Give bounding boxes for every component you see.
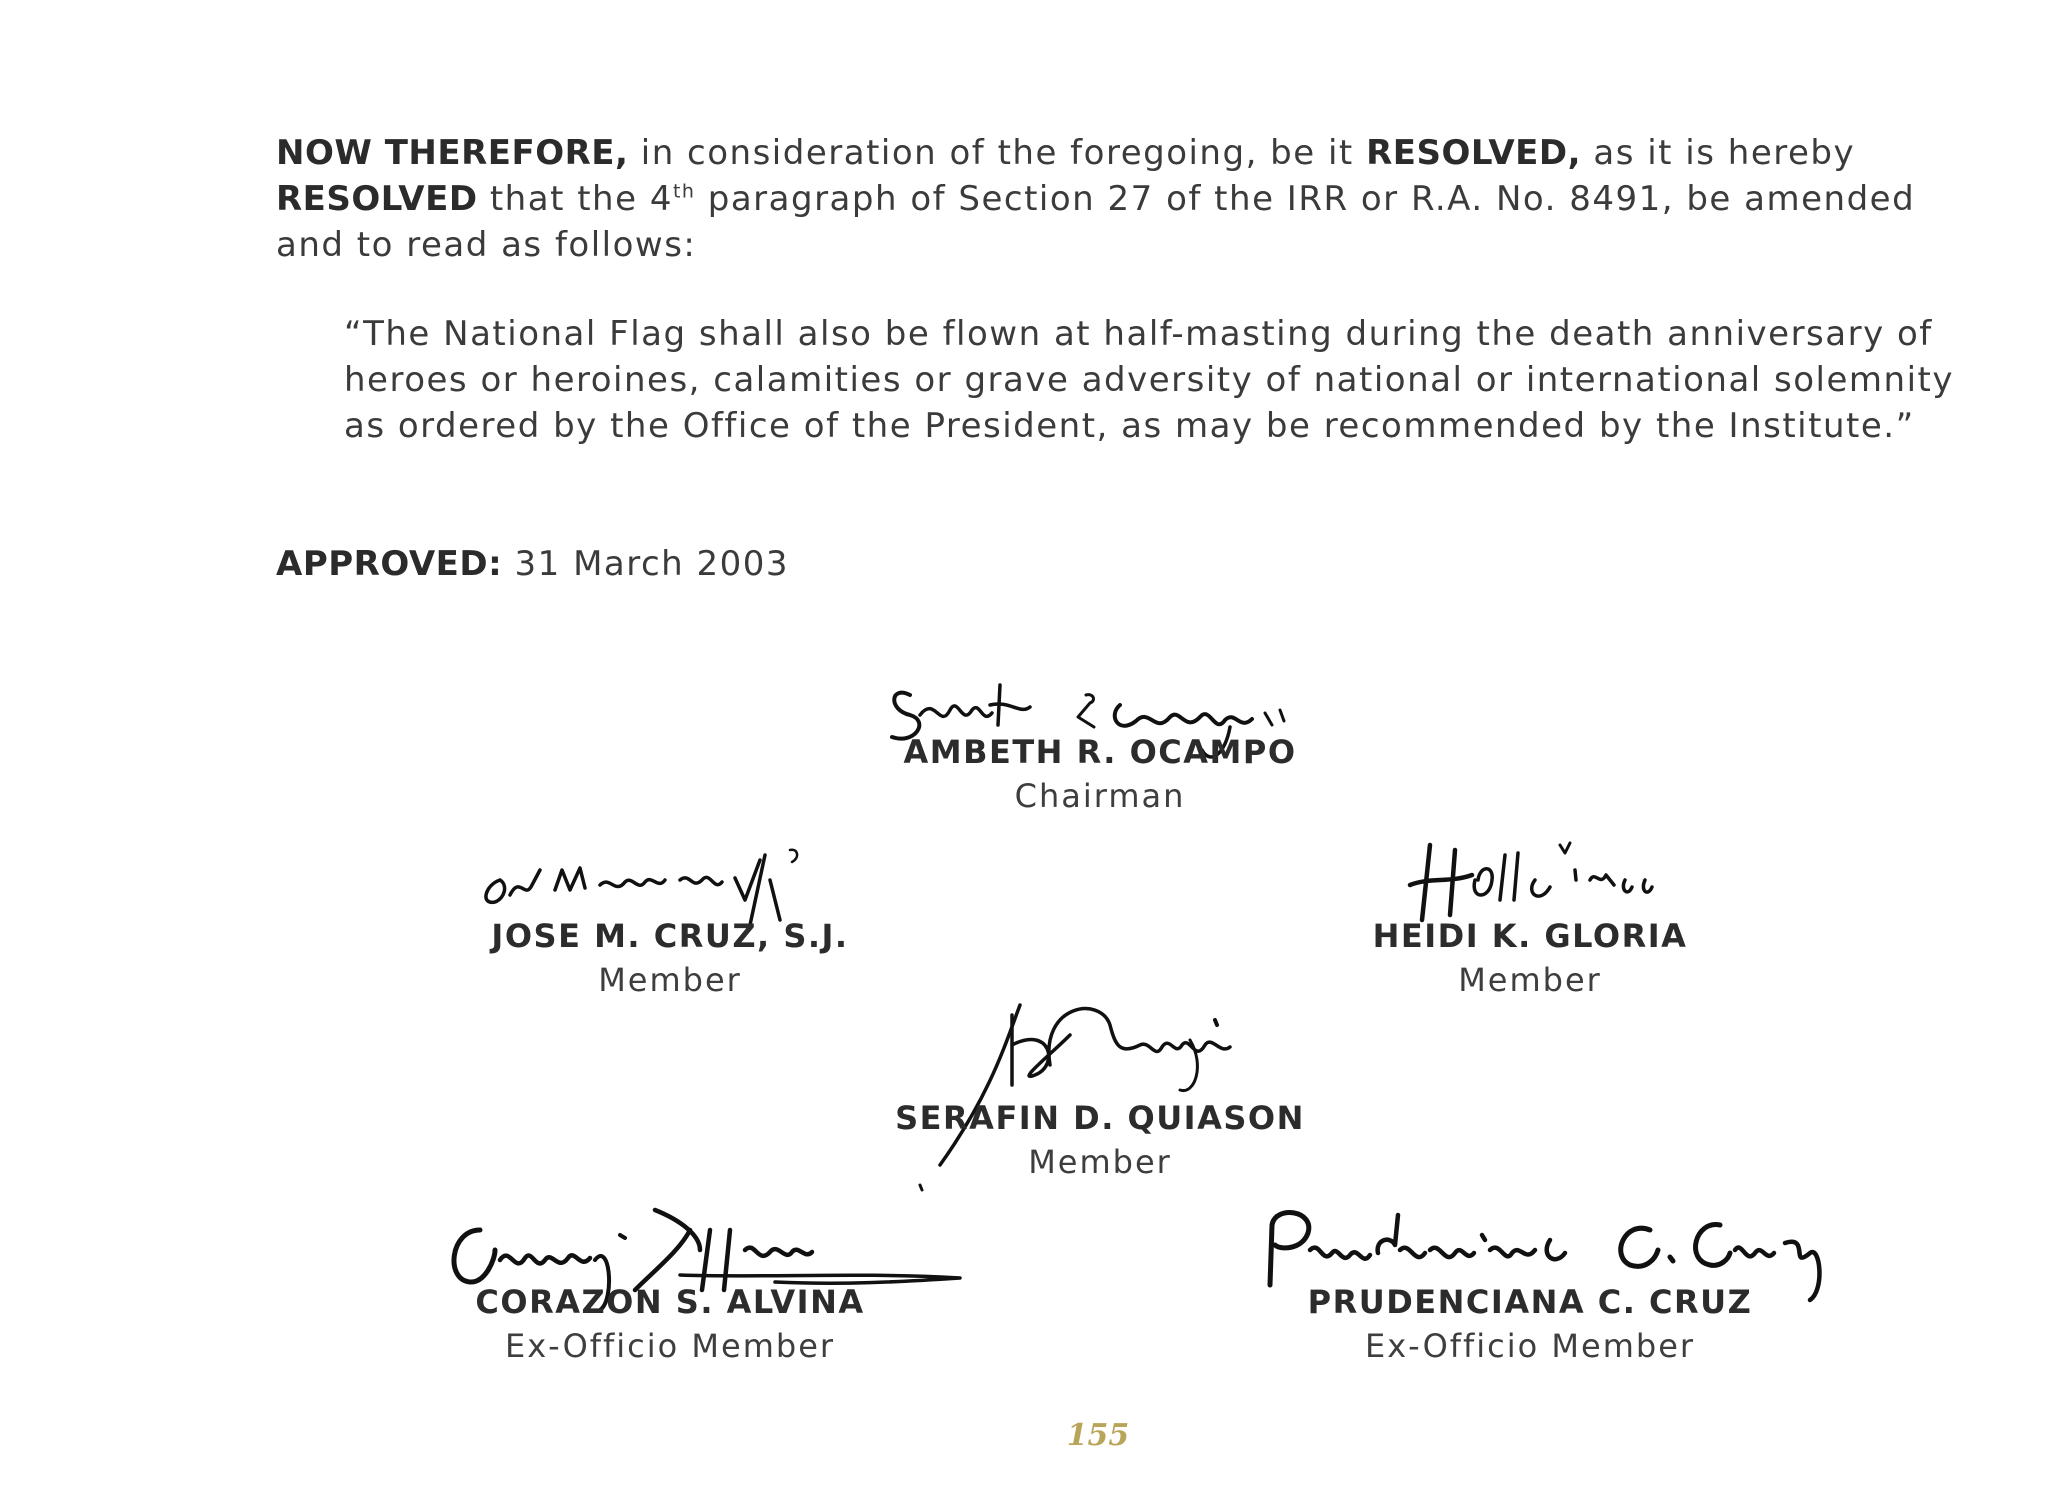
signatory-jose-cruz [370, 914, 970, 1002]
resolution-text-1: in consideration of the foregoing, be it [628, 133, 1367, 173]
signatory-name: CORAZON S. ALVINA [475, 1283, 865, 1321]
amended-quote: “The National Flag shall also be flown at half-masting during the death anniversary of heroes or heroines, calamities or grave adversity of national or international solemnity as ordered by the Office of the President, as may be recommended by the Institute.” [344, 314, 1954, 446]
resolution-text-4: paragraph of Section 27 of the IRR or R.A. No. 8491, be amended and to read as follows: [276, 179, 1916, 265]
signatory-quiason [800, 1096, 1400, 1184]
signatory-role: Member [598, 961, 742, 999]
signatory-prudenciana-cruz [1230, 1280, 1830, 1368]
resolution-text-2: as it is hereby [1581, 133, 1856, 173]
signatory-name: SERAFIN D. QUIASON [895, 1099, 1305, 1137]
signatory-name: PRUDENCIANA C. CRUZ [1307, 1283, 1753, 1321]
signatory-alvina [370, 1280, 970, 1368]
signatory-role: Member [1458, 961, 1602, 999]
ordinal-suffix: th [672, 180, 696, 203]
resolution-paragraph [276, 130, 1956, 268]
approval-date: 31 March 2003 [502, 544, 790, 584]
signatory-name: HEIDI K. GLORIA [1372, 917, 1688, 955]
approval-line [276, 541, 1956, 587]
signatory-name: JOSE M. CRUZ, S.J. [491, 917, 849, 955]
resolved-label-2: RESOLVED [276, 179, 478, 219]
signatory-role: Ex-Officio Member [504, 1327, 836, 1365]
approved-label: APPROVED: [276, 544, 503, 584]
signatory-heidi-gloria [1230, 914, 1830, 1002]
signatory-role: Member [1028, 1143, 1172, 1181]
page-number: 155 [1066, 1418, 1130, 1453]
signatory-ocampo [800, 730, 1400, 818]
signatory-role: Chairman [1014, 777, 1186, 815]
signatory-name: AMBETH R. OCAMPO [903, 733, 1297, 771]
resolution-text-3: that the 4 [477, 179, 673, 219]
resolved-label-1: RESOLVED, [1366, 133, 1582, 173]
signatory-role: Ex-Officio Member [1364, 1327, 1696, 1365]
now-therefore-label: NOW THEREFORE, [276, 133, 629, 173]
